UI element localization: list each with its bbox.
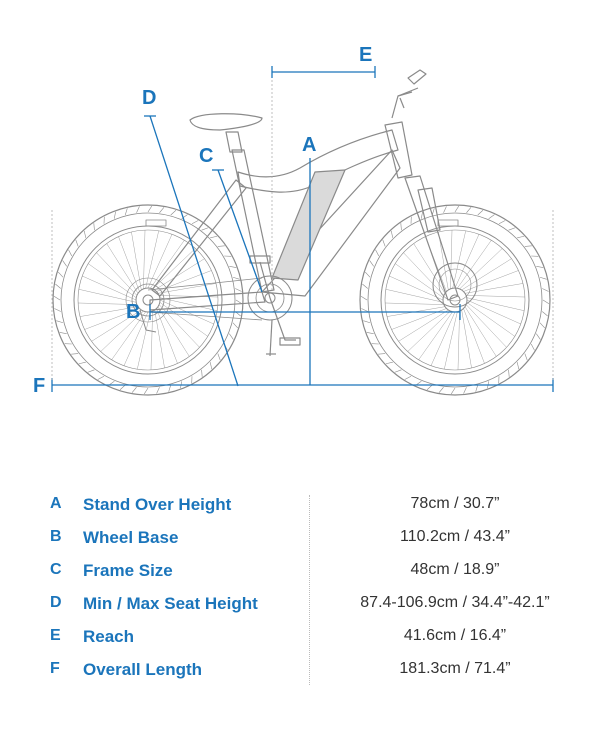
label-f: F <box>33 375 46 397</box>
spec-name: Reach <box>83 627 135 646</box>
spec-value: 181.3cm / 71.4” <box>399 660 511 677</box>
spec-value: 110.2cm / 43.4” <box>400 528 510 545</box>
spec-value: 41.6cm / 16.4” <box>403 627 507 644</box>
spec-letter: D <box>50 594 62 611</box>
spec-letter: B <box>50 528 62 545</box>
spec-name: Stand Over Height <box>83 495 232 514</box>
label-a: A <box>302 134 317 156</box>
spec-letter: C <box>50 561 62 578</box>
label-b: B <box>126 301 141 323</box>
spec-name: Overall Length <box>83 660 203 679</box>
label-d: D <box>142 87 157 109</box>
spec-value: 48cm / 18.9” <box>410 561 500 578</box>
dimension-line-d <box>150 116 238 386</box>
spec-row-b <box>0 528 600 561</box>
label-e: E <box>359 44 373 66</box>
spec-letter: A <box>50 495 62 512</box>
spec-name: Wheel Base <box>83 528 179 547</box>
spec-letter: F <box>50 660 60 677</box>
spec-letter: E <box>50 627 61 644</box>
spec-name: Frame Size <box>83 561 173 580</box>
label-c: C <box>199 145 214 167</box>
spec-row-d <box>0 594 600 627</box>
rear-wheel <box>53 205 243 395</box>
spec-name: Min / Max Seat Height <box>83 594 258 613</box>
spec-value: 87.4-106.9cm / 34.4”-42.1” <box>360 594 550 611</box>
spec-row-a <box>0 495 600 528</box>
spec-row-f <box>0 660 600 693</box>
front-wheel <box>360 205 550 395</box>
spec-row-c <box>0 561 600 594</box>
spec-value: 78cm / 30.7” <box>410 495 500 512</box>
spec-row-e <box>0 627 600 660</box>
